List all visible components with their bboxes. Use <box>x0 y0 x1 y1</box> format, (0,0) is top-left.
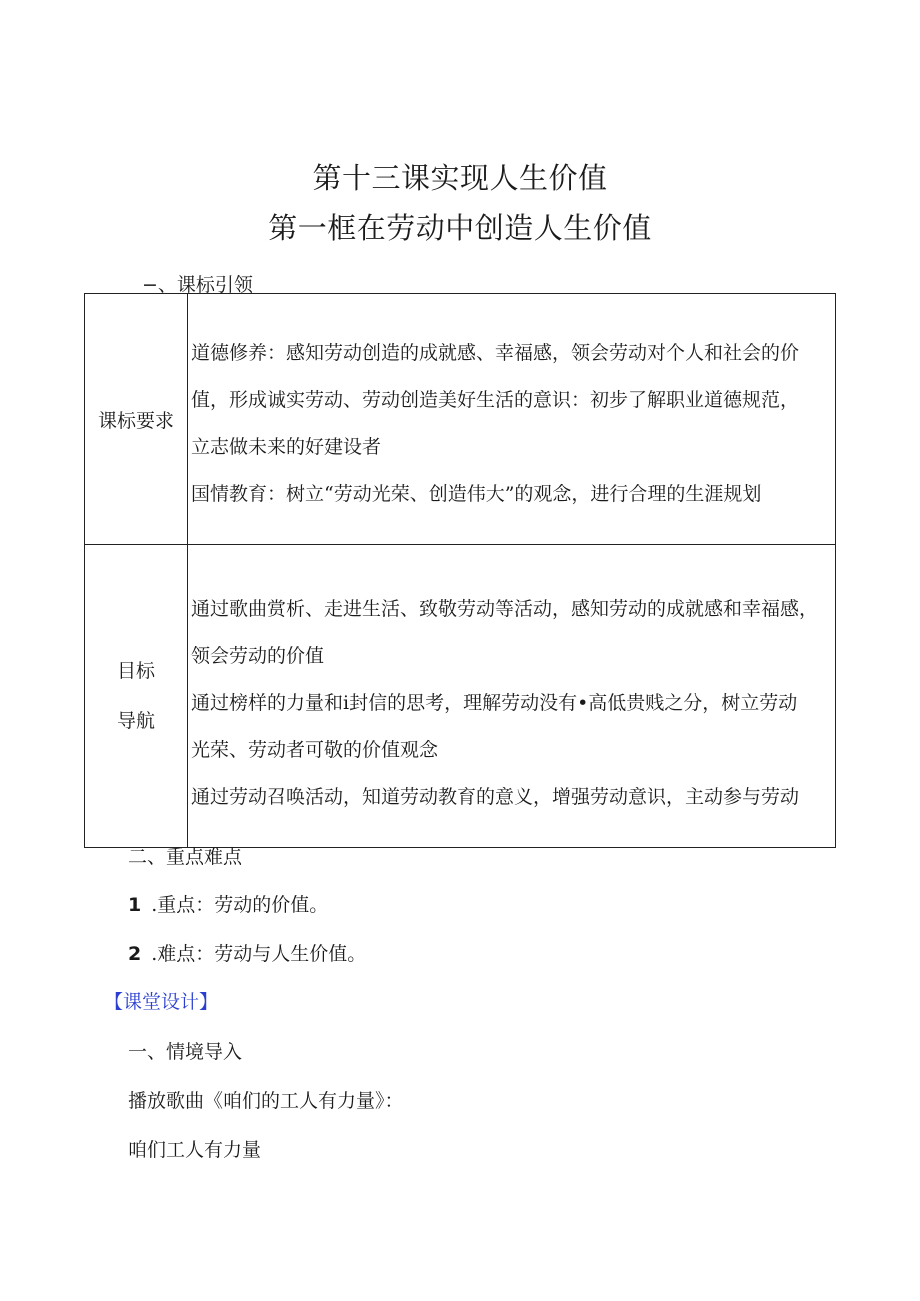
label-line: 目标 <box>116 660 155 682</box>
key-point-2 <box>128 939 366 966</box>
section-heading-curriculum: −、课标引领 <box>142 274 253 296</box>
row-label-requirements: 课标要求 <box>85 294 188 545</box>
content-line: 通过歌曲赏析、走进生活、致敬劳动等活动，感知劳动的成就感和幸福感， <box>191 597 819 620</box>
key-point-number: 1 <box>128 894 142 916</box>
key-point-text: .重点：劳动的价值。 <box>151 894 329 916</box>
content-line: 值，形成诚实劳动、劳动创造美好生活的意识：初步了解职业道德规范， <box>191 389 800 411</box>
paragraph: 咱们工人有力量 <box>128 1139 262 1161</box>
row-label-goals <box>85 545 188 848</box>
content-line: 通过劳动召唤活动，知道劳动教育的意义，增强劳动意识，主动参与劳动 <box>191 785 800 808</box>
key-point-1 <box>128 890 328 917</box>
section-heading-intro: 一、情境导入 <box>128 1041 243 1063</box>
curriculum-table <box>84 293 836 848</box>
content-line: 通过榜样的力量和i封信的思考，理解劳动没有•高低贵贱之分，树立劳动 <box>191 691 798 714</box>
table-row-goals <box>85 545 836 848</box>
content-line: 领会劳动的价值 <box>191 644 325 667</box>
key-point-number: 2 <box>128 943 142 965</box>
table-row-requirements <box>85 294 836 545</box>
class-design-heading: 【课堂设计】 <box>104 991 219 1013</box>
content-line: 立志做未来的好建设者 <box>191 436 382 458</box>
row-content-requirements <box>188 294 836 545</box>
key-point-text: .难点：劳动与人生价值。 <box>151 943 367 965</box>
content-line: 道德修养：感知劳动创造的成就感、幸福感，领会劳动对个人和社会的价 <box>191 342 800 364</box>
content-line: 国情教育：树立“劳动光荣、创造伟大”的观念，进行合理的生涯规划 <box>191 483 762 505</box>
section-heading-key-points: 二、重点难点 <box>128 846 243 868</box>
paragraph: 播放歌曲《咱们的工人有力量》： <box>128 1090 404 1112</box>
row-content-goals <box>188 545 836 848</box>
content-line: 光荣、劳动者可敬的价值观念 <box>191 738 439 761</box>
lesson-title: 第十三课实现人生价值 <box>312 161 608 195</box>
lesson-subtitle: 第一框在劳动中创造人生价值 <box>268 211 652 245</box>
label-line: 导航 <box>116 710 155 732</box>
